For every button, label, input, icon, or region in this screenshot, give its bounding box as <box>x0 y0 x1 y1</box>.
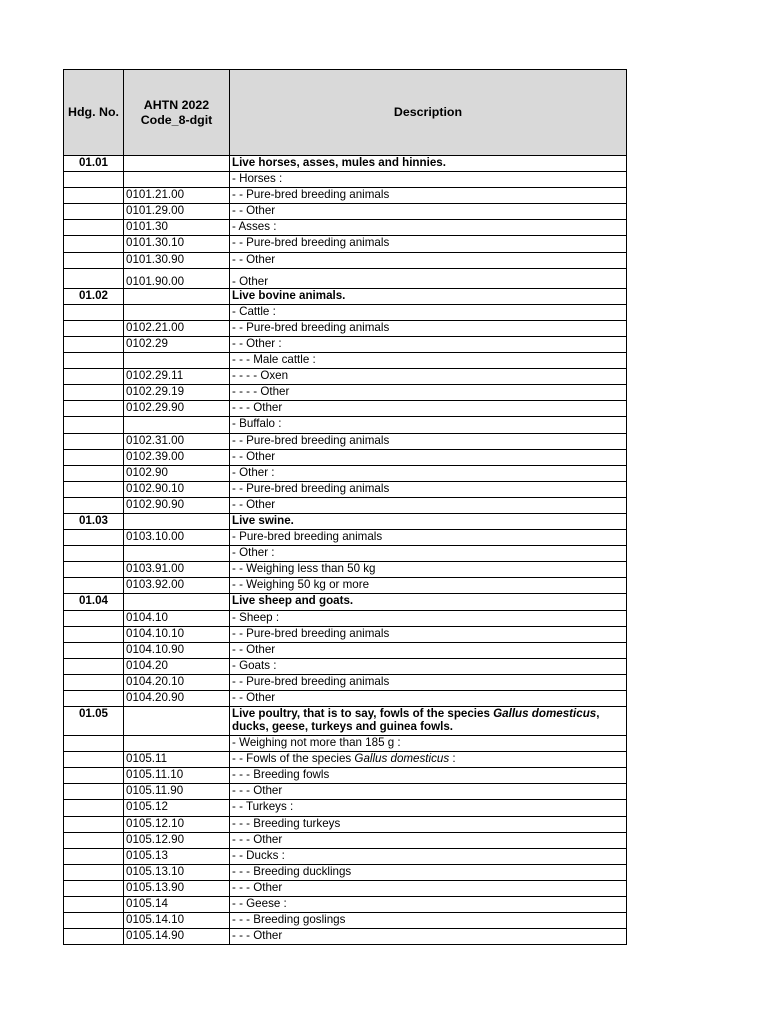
hdg-no-cell <box>64 658 124 674</box>
ahtn-code-cell: 0101.90.00 <box>124 268 230 288</box>
description-text: Live poultry, that is to say, fowls of the species <box>232 707 494 721</box>
hdg-no-cell <box>64 848 124 864</box>
ahtn-code-cell: 0101.30.90 <box>124 252 230 268</box>
ahtn-code-cell <box>124 546 230 562</box>
hdg-no-cell: 01.05 <box>64 707 124 736</box>
ahtn-code-cell: 0103.10.00 <box>124 530 230 546</box>
ahtn-code-cell: 0104.20 <box>124 658 230 674</box>
species-name: Gallus domesticus <box>493 707 597 721</box>
description-cell: - Horses : <box>230 172 627 188</box>
ahtn-code-cell: 0101.29.00 <box>124 204 230 220</box>
description-cell: - - - Breeding turkeys <box>230 816 627 832</box>
hdg-no-cell <box>64 172 124 188</box>
table-row <box>64 353 627 369</box>
table-row <box>64 369 627 385</box>
description-text: - - Fowls of the species <box>232 752 355 766</box>
table-row <box>64 530 627 546</box>
table-row <box>64 336 627 352</box>
ahtn-code-cell: 0105.12.90 <box>124 832 230 848</box>
description-text: , ducks, geese, turkeys and guinea fowls. <box>232 707 600 734</box>
header-hdg-no: Hdg. No. <box>64 70 124 156</box>
table-row <box>64 691 627 707</box>
ahtn-code-cell: 0105.11.90 <box>124 784 230 800</box>
ahtn-code-cell: 0104.20.90 <box>124 691 230 707</box>
hdg-no-cell <box>64 385 124 401</box>
description-cell: Live swine. <box>230 513 627 529</box>
description-cell: - - Other <box>230 204 627 220</box>
ahtn-code-cell: 0105.13.90 <box>124 880 230 896</box>
table-row <box>64 320 627 336</box>
description-text: : <box>449 752 456 766</box>
hdg-no-cell <box>64 674 124 690</box>
heading-row <box>64 594 627 610</box>
ahtn-code-cell: 0101.30 <box>124 220 230 236</box>
table-row <box>64 864 627 880</box>
description-cell: - Goats : <box>230 658 627 674</box>
ahtn-code-cell: 0104.20.10 <box>124 674 230 690</box>
table-row <box>64 929 627 945</box>
description-cell: - - - Other <box>230 929 627 945</box>
description-cell: Live horses, asses, mules and hinnies. <box>230 156 627 172</box>
description-cell: - - Weighing 50 kg or more <box>230 578 627 594</box>
ahtn-code-cell: 0104.10 <box>124 610 230 626</box>
table-row <box>64 897 627 913</box>
table-row <box>64 578 627 594</box>
hdg-no-cell <box>64 864 124 880</box>
ahtn-code-cell: 0105.11.10 <box>124 768 230 784</box>
table-row <box>64 268 627 288</box>
heading-row <box>64 513 627 529</box>
heading-row <box>64 707 627 736</box>
hdg-no-cell <box>64 530 124 546</box>
hdg-no-cell: 01.02 <box>64 288 124 304</box>
hdg-no-cell <box>64 252 124 268</box>
description-cell: - - Pure-bred breeding animals <box>230 433 627 449</box>
ahtn-code-cell: 0104.10.10 <box>124 626 230 642</box>
table-row <box>64 449 627 465</box>
table-row <box>64 768 627 784</box>
ahtn-code-cell: 0105.14 <box>124 897 230 913</box>
table-row <box>64 800 627 816</box>
table-row <box>64 172 627 188</box>
description-cell: - - Other <box>230 642 627 658</box>
description-cell: Live sheep and goats. <box>230 594 627 610</box>
ahtn-code-cell <box>124 594 230 610</box>
table-row <box>64 784 627 800</box>
hdg-no-cell <box>64 481 124 497</box>
hdg-no-cell <box>64 188 124 204</box>
description-cell: - Pure-bred breeding animals <box>230 530 627 546</box>
description-cell: - Weighing not more than 185 g : <box>230 736 627 752</box>
hdg-no-cell <box>64 752 124 768</box>
ahtn-code-cell: 0105.14.10 <box>124 913 230 929</box>
description-cell: - - Ducks : <box>230 848 627 864</box>
description-cell: - Other : <box>230 546 627 562</box>
description-cell <box>230 707 627 736</box>
ahtn-code-cell: 0105.14.90 <box>124 929 230 945</box>
ahtn-code-cell <box>124 288 230 304</box>
ahtn-code-cell: 0105.13.10 <box>124 864 230 880</box>
table-row <box>64 252 627 268</box>
description-cell: - Other <box>230 268 627 288</box>
hdg-no-cell <box>64 800 124 816</box>
table-row <box>64 546 627 562</box>
hdg-no-cell <box>64 401 124 417</box>
table-row <box>64 465 627 481</box>
table-row <box>64 736 627 752</box>
description-cell: - - - Breeding fowls <box>230 768 627 784</box>
header-ahtn-code <box>124 70 230 156</box>
hdg-no-cell <box>64 880 124 896</box>
hdg-no-cell <box>64 546 124 562</box>
description-cell: - - - Other <box>230 832 627 848</box>
table-row <box>64 385 627 401</box>
ahtn-code-cell: 0104.10.90 <box>124 642 230 658</box>
table-row <box>64 481 627 497</box>
tariff-table <box>63 69 627 945</box>
description-cell: - - Pure-bred breeding animals <box>230 626 627 642</box>
description-cell: - - Other <box>230 497 627 513</box>
description-cell: - - - Other <box>230 784 627 800</box>
table-row <box>64 674 627 690</box>
table-row <box>64 832 627 848</box>
table-row <box>64 658 627 674</box>
description-cell: - - Pure-bred breeding animals <box>230 320 627 336</box>
ahtn-code-cell: 0102.31.00 <box>124 433 230 449</box>
species-name: Gallus domesticus <box>354 752 450 766</box>
ahtn-code-cell: 0102.29 <box>124 336 230 352</box>
hdg-no-cell <box>64 626 124 642</box>
hdg-no-cell <box>64 204 124 220</box>
hdg-no-cell <box>64 578 124 594</box>
hdg-no-cell <box>64 268 124 288</box>
description-cell: - - Weighing less than 50 kg <box>230 562 627 578</box>
description-cell: - - - Breeding goslings <box>230 913 627 929</box>
description-cell: - - - Breeding ducklings <box>230 864 627 880</box>
ahtn-code-cell <box>124 156 230 172</box>
table-row <box>64 188 627 204</box>
table-row <box>64 642 627 658</box>
table-body <box>64 156 627 945</box>
hdg-no-cell <box>64 336 124 352</box>
ahtn-code-cell: 0101.21.00 <box>124 188 230 204</box>
hdg-no-cell <box>64 736 124 752</box>
ahtn-code-cell: 0102.90.10 <box>124 481 230 497</box>
hdg-no-cell <box>64 220 124 236</box>
ahtn-code-cell: 0102.29.11 <box>124 369 230 385</box>
ahtn-code-cell: 0101.30.10 <box>124 236 230 252</box>
table-row <box>64 236 627 252</box>
description-cell: - Sheep : <box>230 610 627 626</box>
hdg-no-cell <box>64 497 124 513</box>
description-cell: - Cattle : <box>230 304 627 320</box>
header-code-line2: Code_8-dgit <box>140 112 213 127</box>
hdg-no-cell <box>64 929 124 945</box>
table-row <box>64 304 627 320</box>
description-cell <box>230 752 627 768</box>
hdg-no-cell <box>64 610 124 626</box>
ahtn-code-cell: 0105.12 <box>124 800 230 816</box>
hdg-no-cell <box>64 832 124 848</box>
table-row <box>64 610 627 626</box>
hdg-no-cell <box>64 465 124 481</box>
hdg-no-cell <box>64 369 124 385</box>
table-row <box>64 220 627 236</box>
hdg-no-cell <box>64 816 124 832</box>
description-cell: - - Other <box>230 449 627 465</box>
hdg-no-cell <box>64 353 124 369</box>
ahtn-code-cell <box>124 304 230 320</box>
description-cell: - - Other <box>230 691 627 707</box>
description-cell: - - Pure-bred breeding animals <box>230 188 627 204</box>
description-cell: - - Pure-bred breeding animals <box>230 236 627 252</box>
header-row <box>64 70 627 156</box>
description-cell: - Buffalo : <box>230 417 627 433</box>
hdg-no-cell <box>64 642 124 658</box>
hdg-no-cell <box>64 691 124 707</box>
hdg-no-cell: 01.04 <box>64 594 124 610</box>
ahtn-code-cell: 0105.13 <box>124 848 230 864</box>
hdg-no-cell <box>64 768 124 784</box>
description-cell: - - - Male cattle : <box>230 353 627 369</box>
ahtn-code-cell: 0105.12.10 <box>124 816 230 832</box>
description-cell: - Other : <box>230 465 627 481</box>
description-cell: - - - Other <box>230 880 627 896</box>
table-row <box>64 626 627 642</box>
description-cell: Live bovine animals. <box>230 288 627 304</box>
hdg-no-cell <box>64 562 124 578</box>
description-cell: - - Pure-bred breeding animals <box>230 674 627 690</box>
hdg-no-cell <box>64 433 124 449</box>
ahtn-code-cell: 0102.39.00 <box>124 449 230 465</box>
table-row <box>64 913 627 929</box>
ahtn-code-cell <box>124 513 230 529</box>
ahtn-code-cell: 0103.92.00 <box>124 578 230 594</box>
table-row <box>64 816 627 832</box>
table-row <box>64 752 627 768</box>
ahtn-code-cell <box>124 736 230 752</box>
ahtn-code-cell: 0102.21.00 <box>124 320 230 336</box>
description-cell: - - Geese : <box>230 897 627 913</box>
hdg-no-cell <box>64 449 124 465</box>
table-row <box>64 417 627 433</box>
hdg-no-cell <box>64 236 124 252</box>
hdg-no-cell <box>64 320 124 336</box>
description-cell: - Asses : <box>230 220 627 236</box>
description-cell: - - - Other <box>230 401 627 417</box>
hdg-no-cell <box>64 304 124 320</box>
table-row <box>64 204 627 220</box>
table-row <box>64 562 627 578</box>
heading-row <box>64 288 627 304</box>
ahtn-code-cell <box>124 417 230 433</box>
hdg-no-cell <box>64 913 124 929</box>
ahtn-code-cell: 0102.90.90 <box>124 497 230 513</box>
ahtn-code-cell: 0102.90 <box>124 465 230 481</box>
header-code-line1: AHTN 2022 <box>143 97 210 112</box>
ahtn-code-cell <box>124 707 230 736</box>
hdg-no-cell: 01.01 <box>64 156 124 172</box>
ahtn-code-cell <box>124 353 230 369</box>
hdg-no-cell: 01.03 <box>64 513 124 529</box>
heading-row <box>64 156 627 172</box>
description-cell: - - - - Other <box>230 385 627 401</box>
description-cell: - - Pure-bred breeding animals <box>230 481 627 497</box>
table-row <box>64 880 627 896</box>
ahtn-code-cell: 0105.11 <box>124 752 230 768</box>
hdg-no-cell <box>64 784 124 800</box>
description-cell: - - Turkeys : <box>230 800 627 816</box>
table-row <box>64 433 627 449</box>
description-cell: - - Other <box>230 252 627 268</box>
description-cell: - - Other : <box>230 336 627 352</box>
table-row <box>64 497 627 513</box>
header-description: Description <box>230 70 627 156</box>
description-cell: - - - - Oxen <box>230 369 627 385</box>
hdg-no-cell <box>64 417 124 433</box>
ahtn-code-cell: 0102.29.90 <box>124 401 230 417</box>
ahtn-code-cell: 0102.29.19 <box>124 385 230 401</box>
hdg-no-cell <box>64 897 124 913</box>
table-row <box>64 848 627 864</box>
ahtn-code-cell <box>124 172 230 188</box>
ahtn-code-cell: 0103.91.00 <box>124 562 230 578</box>
table-row <box>64 401 627 417</box>
